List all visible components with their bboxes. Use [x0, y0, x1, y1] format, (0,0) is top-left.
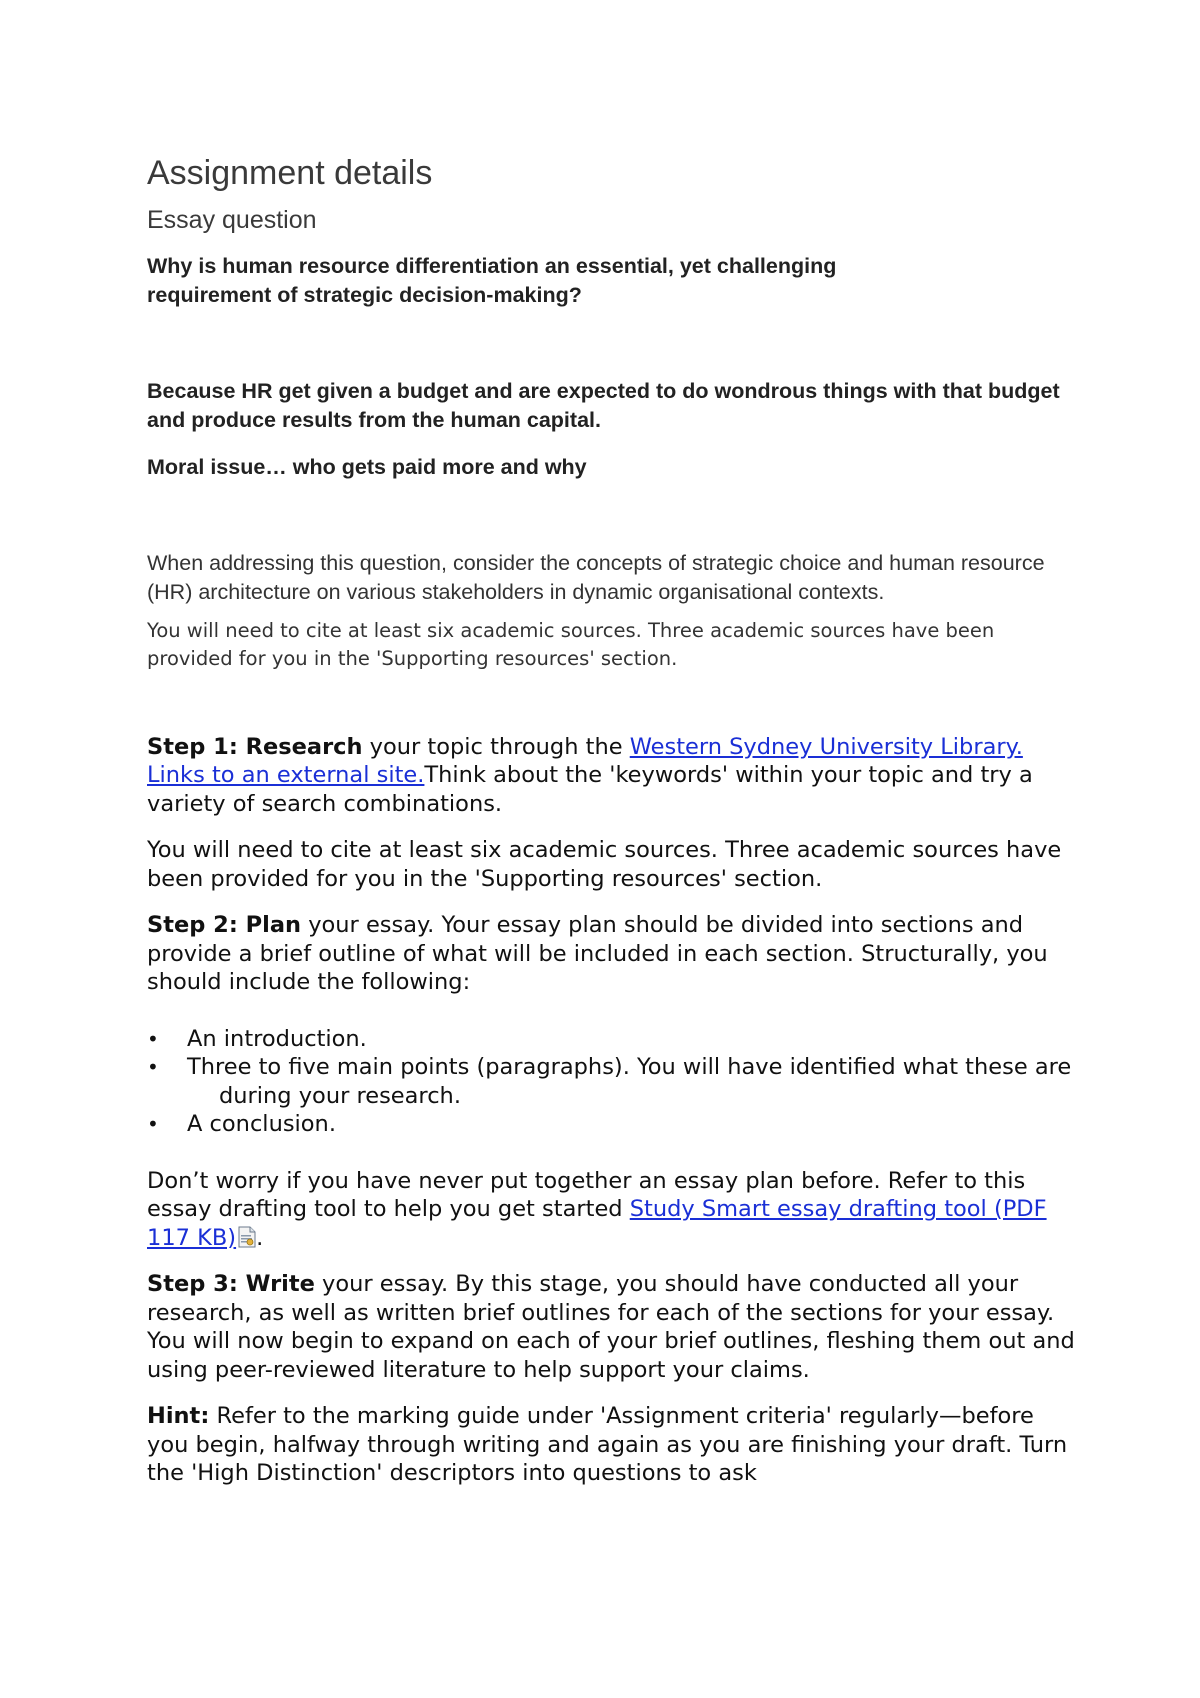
document-page — [147, 152, 1077, 1488]
list-item — [147, 1110, 1077, 1139]
bullet-icon: • — [147, 1112, 159, 1137]
step-2-label: Step 2: Plan — [147, 912, 302, 939]
answer-note-moral: Moral issue… who gets paid more and why — [147, 454, 587, 479]
cite-note: You will need to cite at least six academic sources. Three academic sources have been provided for you in the 'Supporting resources' section. — [147, 837, 1062, 892]
step-1-label: Step 1: Research — [147, 733, 363, 760]
page-title: Assignment details — [147, 154, 433, 192]
answer-note-budget: Because HR get given a budget and are expected to do wondrous things with that budget and produce results from the human capital. — [147, 378, 1060, 432]
essay-drafting-tool-link[interactable]: Study Smart essay drafting tool (PDF 117 KB) — [147, 1196, 1047, 1251]
drafting-text-after: . — [256, 1224, 264, 1251]
drafting-paragraph — [147, 1167, 1077, 1253]
step-1-text-before: your topic through the — [362, 733, 630, 760]
cite-note-small: You will need to cite at least six academic sources. Three academic sources have been provided for you in the 'Supporting resources' section. — [147, 618, 995, 670]
list-item-text: A conclusion. — [187, 1111, 336, 1138]
hint-text: Refer to the marking guide under 'Assignment criteria' regularly—before you begin, halfway through writing and again as you are finishing your draft. Turn the 'High Distinction' descriptors into questions to ask — [147, 1403, 1068, 1487]
essay-question-line-2: requirement of strategic decision-making? — [147, 282, 582, 307]
list-item — [147, 1025, 1077, 1054]
list-item-text: An introduction. — [187, 1025, 367, 1052]
bullet-icon: • — [147, 1026, 159, 1051]
step-3-paragraph — [147, 1270, 1077, 1384]
structure-list — [147, 1025, 1077, 1139]
step-3-label: Step 3: Write — [147, 1271, 315, 1298]
step-1-paragraph — [147, 733, 1077, 819]
bullet-icon: • — [147, 1055, 159, 1080]
step-2-text: your essay. Your essay plan should be divided into sections and provide a brief outline of what will be included in each section. Structurally, you should include the following: — [147, 912, 1048, 996]
step-1-text-after: Think about the 'keywords' within your topic and try a variety of search combinations. — [147, 762, 1033, 817]
step-2-paragraph — [147, 911, 1077, 997]
essay-question-line-1: Why is human resource differentiation an essential, yet challenging — [147, 253, 837, 278]
list-item — [147, 1053, 1077, 1110]
essay-question — [147, 252, 1077, 310]
drafting-text-before: Don’t worry if you have never put together an essay plan before. Refer to this essay drafting tool to help you get started — [147, 1167, 1026, 1223]
page-subtitle: Essay question — [147, 205, 317, 234]
hint-label: Hint: — [147, 1403, 210, 1430]
pdf-document-icon[interactable] — [238, 1226, 256, 1248]
list-item-text: Three to five main points (paragraphs). You will have identified what these are during your research. — [187, 1054, 1072, 1109]
consider-paragraph: When addressing this question, consider the concepts of strategic choice and human resource (HR) architecture on various stakeholders in dynamic organisational contexts. — [147, 550, 1045, 604]
hint-paragraph — [147, 1402, 1077, 1488]
wsu-library-link[interactable]: Western Sydney University Library. Links to an external site. — [147, 733, 1023, 789]
step-3-text: your essay. By this stage, you should have conducted all your research, as well as written brief outlines for each of the sections for your essay. You will now begin to expand on each of your brief outlines, fleshing them out and using peer-reviewed literature to help support your claims. — [147, 1271, 1075, 1383]
